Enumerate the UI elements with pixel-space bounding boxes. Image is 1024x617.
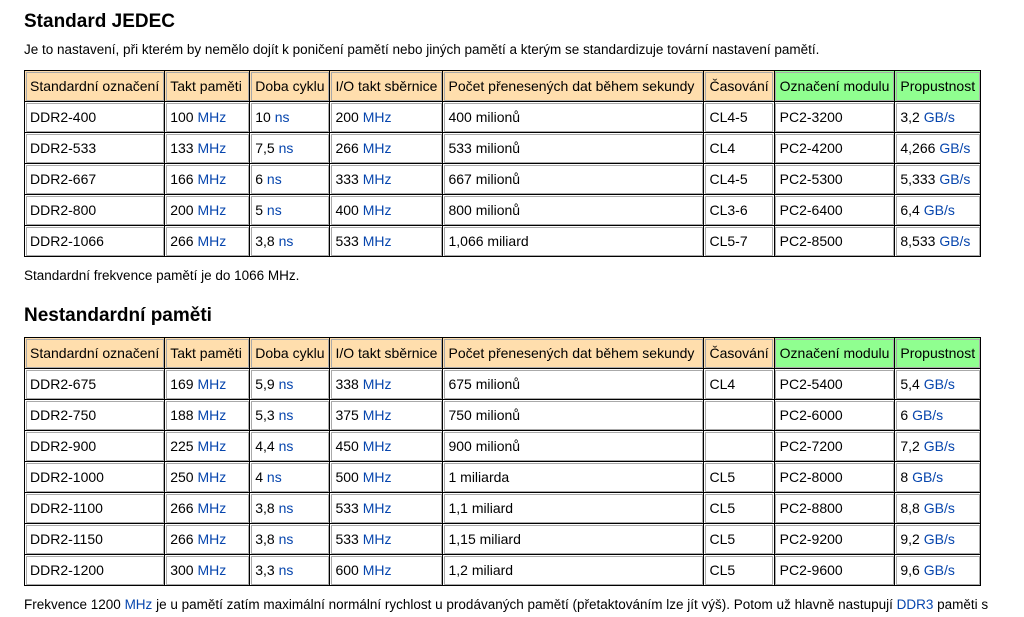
cell-io-clock-value: 450 [335,438,359,454]
cell-clock [165,226,250,257]
cell-bandwidth [895,400,981,431]
cell-module-value: PC2-9200 [779,531,843,547]
cell-clock-value: 169 [170,376,194,392]
mhz-link[interactable]: MHz [362,500,392,516]
cell-clock-value: 133 [170,140,194,156]
table-row [25,462,981,493]
cell-timing [704,524,774,555]
cell-designation [25,431,165,462]
table-row [25,133,981,164]
cell-designation-value: DDR2-750 [30,407,97,423]
cell-clock [165,102,250,133]
cell-cycle-value: 3,8 [255,233,275,249]
cell-cycle-value: 5,3 [255,407,275,423]
cell-module-value: PC2-3200 [779,109,843,125]
cell-cycle-value: 4,4 [255,438,275,454]
table-header-row [25,338,981,369]
header-timing: Časování [704,338,774,369]
ddr3-link[interactable]: DDR3 [896,597,934,612]
mhz-link[interactable]: MHz [362,202,392,218]
gbs-link[interactable]: GB/s [912,469,944,485]
section-heading-standard-jedec: Standard JEDEC [24,11,175,32]
cell-io-clock [330,431,443,462]
gbs-link[interactable]: GB/s [939,233,971,249]
standard-jedec-table [24,70,981,257]
cell-transfers-value: 800 milionů [448,202,521,218]
cell-bandwidth [895,524,981,555]
cell-transfers-value: 900 milionů [448,438,521,454]
cell-designation-value: DDR2-1066 [30,233,104,249]
cell-io-clock [330,164,443,195]
cell-designation-value: DDR2-1000 [30,469,104,485]
bottom-text-1: Frekvence 1200 [24,597,125,612]
header-data-transfers: Počet přenesených dat během sekundy [443,338,704,369]
bottom-paragraph [24,597,988,612]
cell-cycle [250,462,330,493]
cell-designation [25,195,165,226]
cell-bandwidth-value: 5,4 [900,376,920,392]
header-timing: Časování [704,71,774,102]
cell-io-clock [330,133,443,164]
cell-bandwidth-value: 6,4 [900,202,920,218]
bottom-text-2: je u pamětí zatím maximální normální rychlost u prodávaných pamětí (přetaktováním lze jít výš). Potom už hlavně nastupují [152,597,897,612]
ns-link[interactable]: ns [278,140,294,156]
cell-bandwidth-value: 6 [900,407,909,423]
mhz-link[interactable]: MHz [362,438,392,454]
cell-transfers-value: 1 miliarda [448,469,510,485]
cell-designation-value: DDR2-675 [30,376,97,392]
ns-link[interactable]: ns [278,500,294,516]
cell-module [774,555,895,586]
cell-clock-value: 200 [170,202,194,218]
mhz-link[interactable]: MHz [197,140,227,156]
ns-link[interactable]: ns [274,109,290,125]
cell-transfers [443,462,704,493]
cell-transfers [443,133,704,164]
cell-module-value: PC2-5400 [779,376,843,392]
cell-timing-value: CL5 [709,562,736,578]
cell-clock-value: 166 [170,171,194,187]
cell-designation-value: DDR2-900 [30,438,97,454]
cell-transfers-value: 533 milionů [448,140,521,156]
gbs-link[interactable]: GB/s [923,500,955,516]
cell-transfers-value: 400 milionů [448,109,521,125]
cell-transfers [443,524,704,555]
header-memory-clock: Takt paměti [165,71,250,102]
cell-clock [165,164,250,195]
cell-cycle-value: 4 [255,469,264,485]
mhz-link[interactable]: MHz [197,171,227,187]
cell-designation-value: DDR2-1200 [30,562,104,578]
cell-designation [25,493,165,524]
gbs-link[interactable]: GB/s [923,376,955,392]
cell-bandwidth [895,555,981,586]
cell-module [774,102,895,133]
cell-clock [165,369,250,400]
cell-clock-value: 100 [170,109,194,125]
cell-clock-value: 266 [170,233,194,249]
cell-cycle-value: 3,3 [255,562,275,578]
cell-transfers-value: 667 milionů [448,171,521,187]
cell-timing-value: CL5 [709,531,736,547]
cell-io-clock [330,524,443,555]
table-header-row [25,71,981,102]
cell-cycle [250,431,330,462]
cell-transfers [443,195,704,226]
cell-bandwidth [895,431,981,462]
cell-transfers-value: 1,2 miliard [448,562,514,578]
mhz-link[interactable]: MHz [362,376,392,392]
cell-io-clock-value: 338 [335,376,359,392]
cell-timing-value: CL4-5 [709,171,748,187]
cell-io-clock-value: 200 [335,109,359,125]
gbs-link[interactable]: GB/s [923,109,955,125]
cell-module [774,164,895,195]
mhz-link[interactable]: MHz [362,407,392,423]
cell-timing-value: CL3-6 [709,202,748,218]
table-row [25,102,981,133]
cell-cycle-value: 3,8 [255,531,275,547]
cell-transfers-value: 1,066 miliard [448,233,529,249]
ns-link[interactable]: ns [278,562,294,578]
cell-io-clock [330,195,443,226]
cell-designation-value: DDR2-1150 [30,531,103,547]
cell-transfers [443,555,704,586]
cell-clock [165,524,250,555]
cell-timing-value: CL4-5 [709,109,748,125]
header-io-bus-clock: I/O takt sběrnice [330,71,443,102]
cell-designation [25,164,165,195]
header-bandwidth: Propustnost [895,338,981,369]
gbs-link[interactable]: GB/s [923,202,955,218]
cell-designation-value: DDR2-800 [30,202,97,218]
cell-io-clock [330,493,443,524]
table-row [25,493,981,524]
cell-cycle-value: 5 [255,202,264,218]
mhz-link[interactable]: MHz [197,531,227,547]
cell-bandwidth-value: 4,266 [900,140,936,156]
cell-bandwidth [895,493,981,524]
cell-timing-value: CL4 [709,140,736,156]
cell-timing [704,195,774,226]
cell-module [774,133,895,164]
cell-designation-value: DDR2-1100 [30,500,103,516]
cell-timing [704,431,774,462]
cell-clock-value: 266 [170,531,194,547]
cell-bandwidth-value: 5,333 [900,171,936,187]
section-heading-nonstandard: Nestandardní paměti [24,305,212,326]
table-row [25,431,981,462]
cell-clock [165,195,250,226]
cell-io-clock [330,102,443,133]
bottom-text-3: paměti s [933,597,989,612]
cell-transfers [443,493,704,524]
cell-transfers-value: 750 milionů [448,407,521,423]
cell-cycle [250,133,330,164]
cell-module-value: PC2-8500 [779,233,843,249]
cell-transfers [443,164,704,195]
header-data-transfers: Počet přenesených dat během sekundy [443,71,704,102]
cell-clock [165,462,250,493]
cell-clock [165,431,250,462]
mhz-link[interactable]: MHz [362,562,392,578]
cell-cycle-value: 6 [255,171,264,187]
mhz-link[interactable]: MHz [197,202,227,218]
cell-io-clock-value: 333 [335,171,359,187]
cell-module [774,195,895,226]
cell-clock [165,555,250,586]
cell-io-clock-value: 533 [335,500,359,516]
cell-module-value: PC2-7200 [779,438,843,454]
cell-module [774,226,895,257]
cell-transfers-value: 1,15 miliard [448,531,521,547]
cell-designation [25,102,165,133]
cell-designation-value: DDR2-667 [30,171,97,187]
cell-bandwidth-value: 9,2 [900,531,920,547]
header-module-designation: Označení modulu [774,71,895,102]
cell-bandwidth [895,102,981,133]
cell-io-clock [330,462,443,493]
cell-cycle [250,555,330,586]
cell-module-value: PC2-8000 [779,469,843,485]
cell-bandwidth [895,226,981,257]
cell-timing-value: CL5-7 [709,233,748,249]
cell-io-clock [330,555,443,586]
header-cycle-time: Doba cyklu [250,338,330,369]
header-module-designation: Označení modulu [774,338,895,369]
cell-transfers [443,369,704,400]
mhz-link[interactable]: MHz [197,407,227,423]
cell-io-clock [330,369,443,400]
cell-timing [704,462,774,493]
cell-designation [25,555,165,586]
cell-module [774,462,895,493]
mhz-link[interactable]: MHz [362,531,392,547]
cell-cycle [250,369,330,400]
table-row [25,369,981,400]
cell-cycle-value: 3,8 [255,500,275,516]
frequency-note: Standardní frekvence pamětí je do 1066 MHz. [24,268,300,283]
mhz-link[interactable]: MHz [362,140,392,156]
cell-io-clock-value: 533 [335,233,359,249]
cell-cycle [250,102,330,133]
cell-designation [25,369,165,400]
intro-paragraph: Je to nastavení, při kterém by nemělo dojít k poničení pamětí nebo jiných pamětí a kterým se standardizuje tovární nastavení pamětí. [24,42,820,57]
mhz-link[interactable]: MHz [197,233,227,249]
cell-bandwidth-value: 7,2 [900,438,920,454]
cell-cycle [250,164,330,195]
cell-bandwidth-value: 3,2 [900,109,920,125]
cell-cycle [250,226,330,257]
cell-io-clock-value: 500 [335,469,359,485]
cell-module-value: PC2-9600 [779,562,843,578]
cell-designation [25,400,165,431]
cell-designation [25,133,165,164]
cell-module [774,400,895,431]
cell-bandwidth [895,133,981,164]
table-row [25,555,981,586]
table-row [25,524,981,555]
cell-bandwidth-value: 8 [900,469,909,485]
cell-cycle [250,195,330,226]
ns-link[interactable]: ns [278,531,294,547]
cell-designation [25,524,165,555]
mhz-link[interactable]: MHz [197,109,227,125]
mhz-link[interactable]: MHz [362,469,392,485]
ns-link[interactable]: ns [278,407,294,423]
cell-io-clock-value: 266 [335,140,359,156]
cell-clock-value: 250 [170,469,194,485]
gbs-link[interactable]: GB/s [912,407,944,423]
table-row [25,164,981,195]
cell-clock-value: 188 [170,407,194,423]
cell-clock [165,493,250,524]
mhz-link[interactable]: MHz [197,438,227,454]
cell-designation [25,462,165,493]
gbs-link[interactable]: GB/s [939,171,971,187]
cell-transfers-value: 1,1 miliard [448,500,514,516]
header-standard-designation: Standardní označení [25,71,165,102]
cell-transfers [443,102,704,133]
gbs-link[interactable]: GB/s [923,531,955,547]
cell-timing [704,102,774,133]
cell-module-value: PC2-5300 [779,171,843,187]
cell-io-clock [330,226,443,257]
cell-timing [704,369,774,400]
cell-module [774,493,895,524]
cell-cycle-value: 5,9 [255,376,275,392]
cell-timing [704,400,774,431]
ns-link[interactable]: ns [266,171,282,187]
cell-io-clock-value: 375 [335,407,359,423]
nonstandard-table [24,337,981,586]
cell-timing [704,133,774,164]
cell-bandwidth [895,369,981,400]
cell-transfers [443,226,704,257]
cell-bandwidth [895,462,981,493]
cell-timing-value: CL4 [709,376,736,392]
mhz-link[interactable]: MHz [197,469,227,485]
cell-cycle-value: 10 [255,109,271,125]
cell-designation [25,226,165,257]
mhz-link[interactable]: MHz [362,171,392,187]
cell-transfers [443,431,704,462]
cell-io-clock [330,400,443,431]
cell-module-value: PC2-6400 [779,202,843,218]
cell-cycle-value: 7,5 [255,140,275,156]
gbs-link[interactable]: GB/s [923,562,955,578]
cell-bandwidth [895,164,981,195]
gbs-link[interactable]: GB/s [939,140,971,156]
cell-clock [165,400,250,431]
cell-bandwidth [895,195,981,226]
cell-bandwidth-value: 8,8 [900,500,920,516]
cell-timing [704,226,774,257]
header-standard-designation: Standardní označení [25,338,165,369]
table-row [25,195,981,226]
cell-module-value: PC2-4200 [779,140,843,156]
cell-timing [704,493,774,524]
header-io-bus-clock: I/O takt sběrnice [330,338,443,369]
mhz-link[interactable]: MHz [197,376,227,392]
gbs-link[interactable]: GB/s [923,438,955,454]
cell-module [774,431,895,462]
cell-designation-value: DDR2-533 [30,140,97,156]
cell-cycle [250,400,330,431]
cell-io-clock-value: 533 [335,531,359,547]
table-row [25,226,981,257]
cell-bandwidth-value: 9,6 [900,562,920,578]
mhz-link[interactable]: MHz [197,500,227,516]
ns-link[interactable]: ns [278,233,294,249]
cell-cycle [250,493,330,524]
cell-module-value: PC2-8800 [779,500,843,516]
cell-clock-value: 300 [170,562,194,578]
table-row [25,400,981,431]
ns-link[interactable]: ns [266,469,282,485]
cell-clock [165,133,250,164]
cell-timing-value: CL5 [709,469,736,485]
mhz-link[interactable]: MHz [362,109,392,125]
ns-link[interactable]: ns [278,376,294,392]
header-bandwidth: Propustnost [895,71,981,102]
cell-io-clock-value: 400 [335,202,359,218]
mhz-link[interactable]: MHz [362,233,392,249]
mhz-link[interactable]: MHz [197,562,227,578]
header-memory-clock: Takt paměti [165,338,250,369]
cell-designation-value: DDR2-400 [30,109,97,125]
cell-transfers [443,400,704,431]
cell-cycle [250,524,330,555]
cell-bandwidth-value: 8,533 [900,233,936,249]
cell-io-clock-value: 600 [335,562,359,578]
cell-timing [704,164,774,195]
cell-clock-value: 225 [170,438,194,454]
cell-module [774,369,895,400]
ns-link[interactable]: ns [278,438,294,454]
cell-clock-value: 266 [170,500,194,516]
header-cycle-time: Doba cyklu [250,71,330,102]
cell-module [774,524,895,555]
mhz-link[interactable]: MHz [124,597,153,612]
cell-timing-value: CL5 [709,500,736,516]
ns-link[interactable]: ns [266,202,282,218]
cell-timing [704,555,774,586]
cell-transfers-value: 675 milionů [448,376,521,392]
cell-module-value: PC2-6000 [779,407,843,423]
